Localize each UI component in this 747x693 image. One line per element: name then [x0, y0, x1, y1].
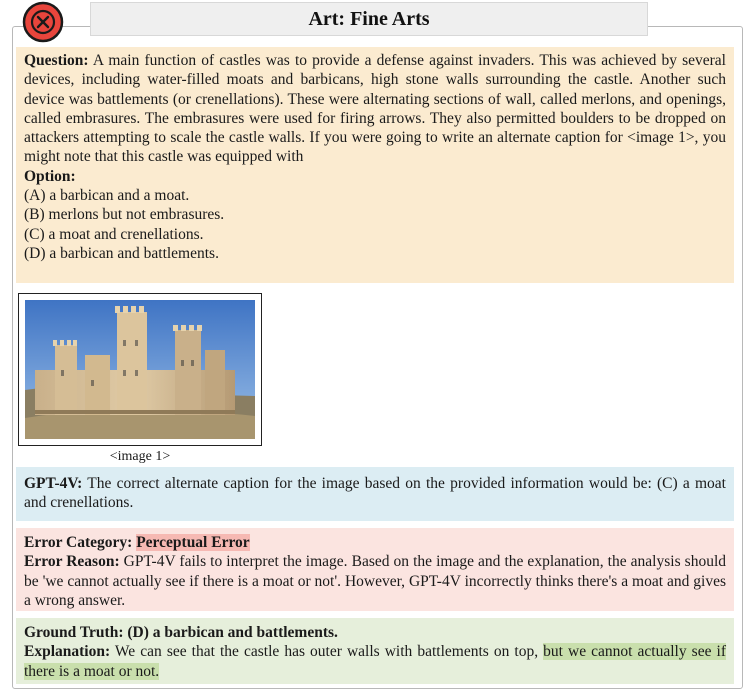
option-label: Option:: [24, 167, 76, 185]
title-text: Art: Fine Arts: [308, 7, 430, 30]
question-label: Question:: [24, 52, 89, 69]
close-circle-icon: [22, 1, 64, 43]
option-c: (C) a moat and crenellations.: [24, 225, 204, 243]
gpt-answer-box: [16, 467, 734, 521]
castle-image: [25, 300, 255, 439]
error-category-value: Perceptual Error: [136, 534, 250, 551]
explanation-label: Explanation:: [24, 643, 111, 661]
option-d: (D) a barbican and battlements.: [24, 244, 219, 262]
gpt-label: GPT-4V:: [24, 475, 83, 492]
explanation-highlight: but we cannot actually see if there is a moat or not.: [24, 643, 726, 680]
ground-truth-label: Ground Truth: (D) a barbican and battlements.: [24, 624, 338, 641]
castle-image-frame: [18, 293, 262, 446]
option-a: (A) a barbican and a moat.: [24, 187, 190, 205]
explanation-text: We can see that the castle has outer walls with battlements on top,: [114, 643, 539, 661]
gpt-text: The correct alternate caption for the image based on the provided information would be: (C) a moat and crenellations.: [24, 475, 726, 512]
question-box: [16, 47, 734, 283]
question-text: A main function of castles was to provide a defense against invaders. This was achieved by several devices, including water-filled moats and barbicans, high stone walls surrounding the castle. Another such device was battlements (or crenellations). These were alternating sections of wall, called merlons, and openings, called embrasures. The embrasures were used for firing arrows. They also permitted boulders to be dropped on attackers attempting to scale the castle walls. If you were going to write an alternate caption for <image 1>, you might note that this castle was equipped with: [24, 52, 726, 166]
page-title: [90, 2, 648, 36]
error-box: [16, 528, 734, 611]
error-reason-label: Error Reason:: [24, 553, 120, 571]
option-b: (B) merlons but not embrasures.: [24, 206, 225, 224]
image-caption: <image 1>: [109, 449, 171, 464]
ground-truth-box: [16, 618, 734, 684]
error-category-label: Error Category:: [24, 534, 133, 551]
error-reason-text: GPT-4V fails to interpret the image. Based on the image and the explanation, the analysis should be 'we cannot actually see if there is a moat or not'. However, GPT-4V incorrectly thinks there's a moat and gives a wrong answer.: [24, 553, 726, 609]
